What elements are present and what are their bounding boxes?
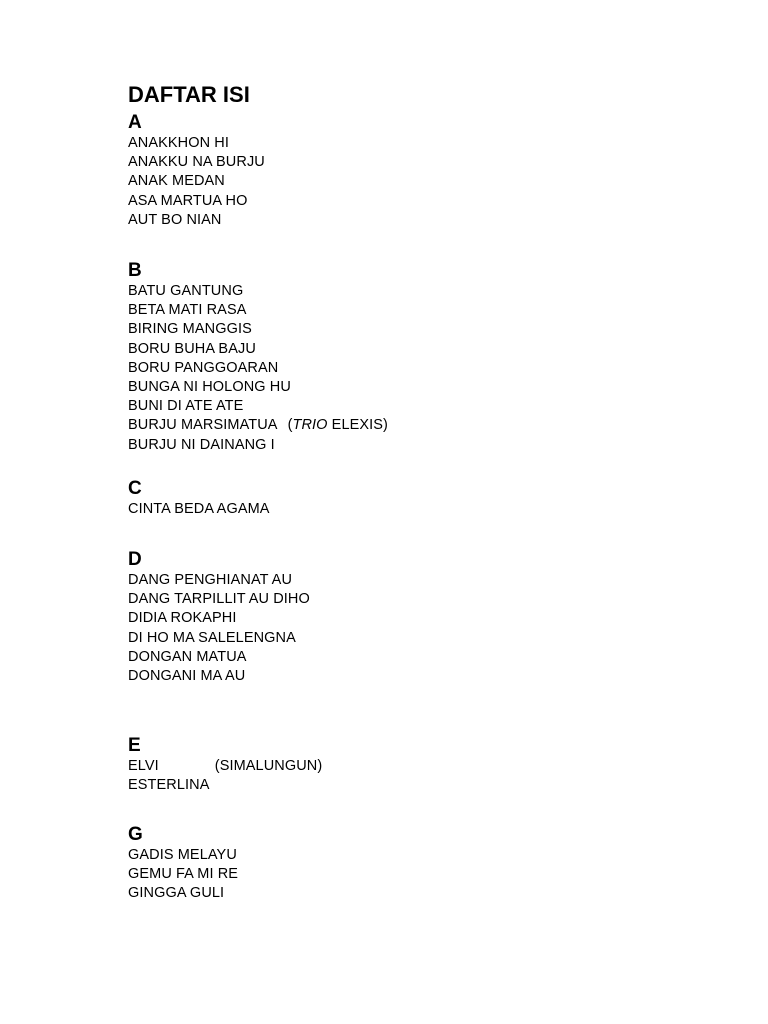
list-item: BORU PANGGOARAN <box>128 359 279 376</box>
document-title: DAFTAR ISI <box>128 82 250 107</box>
entry-title: ELVI <box>128 758 159 774</box>
section-c <box>128 478 270 519</box>
entry-title: BURJU MARSIMATUA <box>128 417 278 434</box>
list-item: DANG PENGHIANAT AU <box>128 572 293 588</box>
list-item: DANG TARPILLIT AU DIHO <box>128 591 310 608</box>
entry-list-e <box>128 757 322 795</box>
list-item: BUNGA NI HOLONG HU <box>128 378 291 395</box>
section-d <box>128 549 310 686</box>
section-b <box>128 260 388 455</box>
entry-list-a <box>128 134 265 230</box>
entry-note: (SIMALUNGUN) <box>214 758 323 774</box>
entry-list-d <box>128 571 310 686</box>
note-italic-text: TRIO <box>292 417 328 434</box>
list-item: DI HO MA SALELENGNA <box>128 629 296 646</box>
entry-list-g <box>128 846 238 904</box>
section-a <box>128 112 265 230</box>
list-item: ESTERLINA <box>128 777 210 794</box>
list-item: BURJU NI DAINANG I <box>128 436 275 453</box>
list-item: AUT BO NIAN <box>128 211 222 228</box>
list-item: ANAKKU NA BURJU <box>128 154 265 171</box>
list-item: BUNI DI ATE ATE <box>128 398 244 415</box>
note-rest-text: ELEXIS) <box>327 417 388 434</box>
list-item: DONGAN MATUA <box>128 648 247 665</box>
list-item: BIRING MANGGIS <box>128 321 252 338</box>
list-item: BATU GANTUNG <box>128 283 244 299</box>
list-item: DIDIA ROKAPHI <box>128 610 237 627</box>
section-e <box>128 735 322 795</box>
section-letter-d: D <box>128 549 142 570</box>
list-item: ANAKKHON HI <box>128 135 230 151</box>
section-g <box>128 824 238 904</box>
list-item: BETA MATI RASA <box>128 302 247 319</box>
section-letter-g: G <box>128 824 143 845</box>
section-letter-e: E <box>128 735 141 756</box>
entry-note <box>288 417 388 433</box>
list-item: ASA MARTUA HO <box>128 192 248 209</box>
list-item: GADIS MELAYU <box>128 847 237 863</box>
list-item: BORU BUHA BAJU <box>128 340 256 357</box>
list-item-with-note <box>128 757 322 776</box>
entry-list-c <box>128 500 270 519</box>
list-item: GEMU FA MI RE <box>128 866 239 883</box>
list-item: GINGGA GULI <box>128 885 225 902</box>
list-item: CINTA BEDA AGAMA <box>128 501 270 517</box>
note-open-paren: ( <box>287 417 293 434</box>
section-letter-c: C <box>128 478 142 499</box>
list-item-with-note <box>128 416 388 435</box>
document-page <box>128 0 728 1024</box>
section-letter-b: B <box>128 260 142 281</box>
list-item: DONGANI MA AU <box>128 667 246 684</box>
list-item: ANAK MEDAN <box>128 173 225 190</box>
section-letter-a: A <box>128 112 142 133</box>
entry-list-b <box>128 282 388 455</box>
